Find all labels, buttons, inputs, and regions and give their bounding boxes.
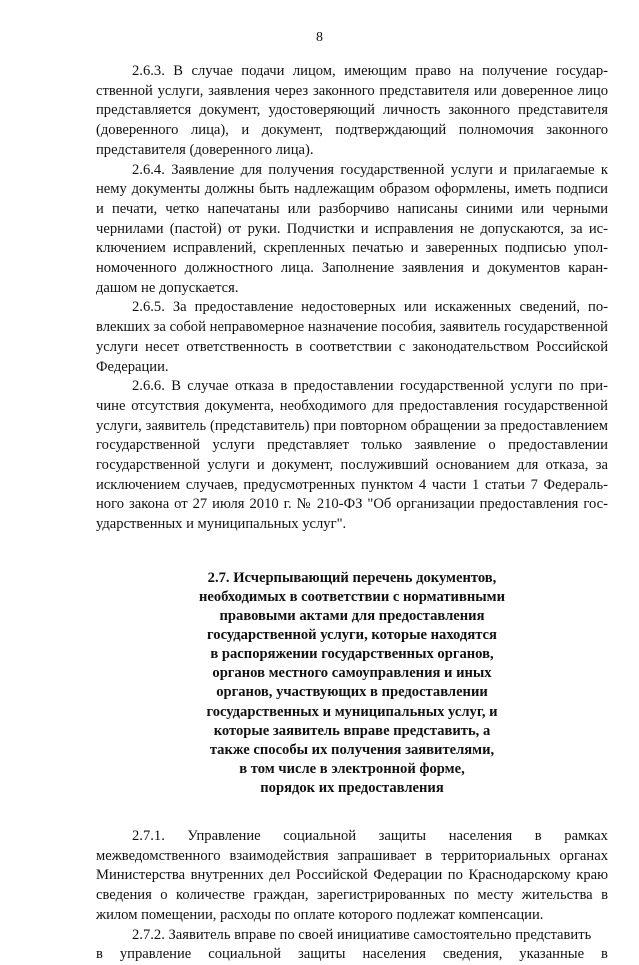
word: защиты xyxy=(298,946,346,963)
word: в xyxy=(601,946,608,963)
word: указанные xyxy=(519,946,585,963)
paragraph-2-6-4: 2.6.4. Заявление для получения государственной услуги и прилагаемые к нему документы должны быть надлежащим образом оформлены, иметь подписи и печати, четко напечатаны или разборчиво написаны синими или черными чернилами (пастой) от руки. Подчистки и исправления не допускаются, за исключением исправлений, скрепленных печатью и заверенных подписью уполномоченного должностного лица. Заполнение заявления и документов карандашом не допускается. xyxy=(96,161,608,296)
heading-line: органов местного самоуправления и иных xyxy=(212,665,492,682)
heading-line: также способы их получения заявителями, xyxy=(209,741,495,758)
word: социальной xyxy=(208,946,282,963)
heading-line: которые заявитель вправе представить, а xyxy=(213,722,491,739)
word: рамках xyxy=(564,828,608,844)
heading-line: органов, участвующих в предоставлении xyxy=(216,684,488,701)
heading-line: государственных и муниципальных услуг, и xyxy=(206,703,498,720)
heading-line: в распоряжении государственных органов, xyxy=(210,646,494,663)
document-body xyxy=(96,62,608,965)
paragraph-2-6-6: 2.6.6. В случае отказа в предоставлении государственной услуги по причине отсутствия документа, необходимого для предоставления государственной услуги, заявитель (представитель) при повторном обращении за предоставлением государственной услуги представляет только заявление о предоставлении государственной услуги и документ, послуживший основанием для отказа, за исключением случаев, предусмотренных пунктом 4 части 1 статьи 7 Федерального закона от 27 июля 2010 г. № 210-ФЗ "Об организации предоставления государственных и муниципальных услуг". xyxy=(96,378,608,533)
word: населения xyxy=(448,828,513,844)
heading-line: государственной услуги, которые находятся xyxy=(207,627,497,644)
word: в xyxy=(534,828,542,844)
word: защиты xyxy=(378,828,427,844)
word: социальной xyxy=(283,828,357,844)
paragraph-2-6-5: 2.6.5. За предоставление недостоверных или искаженных сведений, повлекших за собой неправомерное назначение пособия, заявитель государственной услуги несет ответственность в соответствии с законодательством Российской Федерации. xyxy=(96,299,608,375)
word: в xyxy=(96,946,103,963)
paragraph-2-7-1-rest: межведомственного взаимодействия запрашивает в территориальных органах Министерства внутренних дел Российской Федерации по Краснодарскому краю сведения о количестве граждан, зарегистрированных по месту жительства в жилом помещении, расходы по оплате которого подлежат компенсации. xyxy=(96,847,608,923)
heading-line: правовыми актами для предоставления xyxy=(219,608,485,625)
section-2-7-body xyxy=(96,827,608,965)
heading-line: порядок их предоставления xyxy=(260,779,444,796)
word: сведения, xyxy=(442,946,503,963)
word: управление xyxy=(119,946,192,963)
paragraph-2-7-2-last-line xyxy=(96,945,608,965)
heading-line: 2.7. Исчерпывающий перечень документов, xyxy=(207,569,497,586)
paragraph-2-7-1-first-line xyxy=(96,827,608,847)
page-number: 8 xyxy=(316,30,323,45)
word: 2.7.1. xyxy=(132,828,165,844)
section-heading-2-7 xyxy=(187,569,517,798)
heading-line: в том числе в электронной форме, xyxy=(239,760,465,777)
heading-line: необходимых в соответствии с нормативными xyxy=(199,588,505,605)
paragraph-2-6-3: 2.6.3. В случае подачи лицом, имеющим право на получение государственной услуги, заявления через законного представителя или доверенное лицо представляется документ, удостоверяющий личность законного представителя (доверенного лица), и документ, подтверждающий полномочия законного представителя (доверенного лица). xyxy=(96,63,608,158)
word: населения xyxy=(362,946,426,963)
word: Управление xyxy=(187,828,261,844)
paragraph-2-7-2: 2.7.2. Заявитель вправе по своей инициативе самостоятельно представить xyxy=(132,926,592,943)
